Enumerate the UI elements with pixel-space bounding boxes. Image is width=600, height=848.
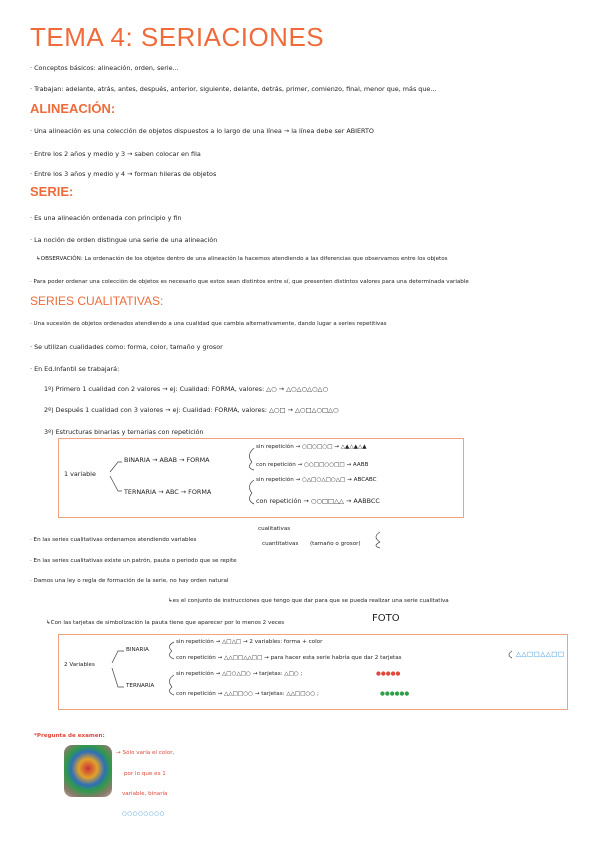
diagram-2-box <box>58 634 568 710</box>
after-line-3: · Damos una ley o regla de formación de la serie, no hay orden natural <box>30 578 229 584</box>
page-title: TEMA 4: SERIACIONES <box>30 22 325 52</box>
cualitativas-step-3: 3º) Estructuras binarias y ternarias con repetición <box>44 428 204 436</box>
foto-label: FOTO <box>372 613 400 624</box>
intro-line-1: · Conceptos básicos: alineación, orden, serie... <box>30 64 179 72</box>
diagram-2-leaf-4: con repetición → △△□□○○ → tarjetas: △△□□○○ ; <box>176 691 319 697</box>
diagram-2-root: 2 Variables <box>64 662 95 668</box>
after-line-5: ↳Con las tarjetas de simbolización la pauta tiene que aparecer por lo menos 2 veces <box>46 620 285 626</box>
exam-heading: *Pregunta de examen: <box>34 733 105 739</box>
photo-jar-image <box>64 745 112 797</box>
serie-heading: SERIE: <box>30 184 74 199</box>
exam-line-3: variable, binaria <box>122 791 168 797</box>
after-line-2: · En las series cualitativas existe un patrón, pauta o periodo que se repite <box>30 558 237 564</box>
intro-line-2: · Trabajan: adelante, atrás, antes, después, anterior, siguiente, delante, detrás, primer, comienzo, final, menor que, más que... <box>30 85 437 93</box>
diagram-2-ternaria: TERNARIA <box>126 683 155 689</box>
diagram-1-leaf-1: sin repetición → ○□○□○□ → △▲△▲△▲ <box>256 444 367 450</box>
serie-item-2: · La noción de orden distingue una serie de una alineación <box>30 236 218 244</box>
diagram-2-leaf-1: sin repetición → △□△□ → 2 variables: forma + color <box>176 639 323 645</box>
cualitativas-step-2: 2º) Después 1 cualidad con 3 valores → ej: Cualidad: FORMA, valores: △○□ → △○□△○□△○ <box>44 406 339 414</box>
diagram-2-leaf-3: sin repetición → △□○△□○ → tarjetas: △□○ ; <box>176 671 303 677</box>
cualitativas-heading: SERIES CUALITATIVAS: <box>30 294 164 308</box>
alineacion-item-3: · Entre los 3 años y medio y 4 → forman hileras de objetos <box>30 170 217 178</box>
exam-line-2: por lo que es 1 <box>124 771 166 777</box>
diagram-1-leaf-3: sin repetición → ○△□○△□○△□ → ABCABC <box>256 477 377 483</box>
cualitativas-step-1: 1º) Primero 1 cualidad con 2 valores → ej: Cualidad: FORMA, valores: △○ → △○△○△○△○ <box>44 385 329 393</box>
cuantitativas-label: cuantitativas <box>262 541 299 547</box>
after-line-4: ↳es el conjunto de instrucciones que tengo que dar para que se pueda realizar una serie cualitativa <box>168 598 449 604</box>
diagram-1-leaf-2: con repetición → ○○□□○○□□ → AABB <box>256 462 369 468</box>
alineacion-item-2: · Entre los 2 años y medio y 3 → saben colocar en fila <box>30 150 201 158</box>
alineacion-item-1: · Una alineación es una colección de objetos dispuestos a lo largo de una línea → la línea debe ser ABIERTO <box>30 127 374 135</box>
diagram-2-dots-2: ●●●●●● <box>380 691 410 697</box>
cualitativas-item-2: · Se utilizan cualidades como: forma, color, tamaño y grosor <box>30 343 223 351</box>
cualitativas-item-3: · En Ed.Infantil se trabajará: <box>30 365 120 373</box>
alineacion-heading: ALINEACIÓN: <box>30 101 116 116</box>
diagram-1-leaf-4: con repetición → ○○□□△△ → AABBCC <box>256 497 380 505</box>
diagram-1-ternaria: TERNARIA → ABC → FORMA <box>124 488 212 496</box>
diagram-1-root: 1 variable <box>64 470 96 478</box>
diagram-2-dots-1: ●●●●● <box>376 671 401 677</box>
exam-rings: ○○○○○○○○ <box>122 811 166 817</box>
cualitativas-label: cualitativas <box>258 526 291 532</box>
diagram-1-binaria: BINARIA → ABAB → FORMA <box>124 456 210 464</box>
diagram-2-leaf-2: con repetición → △△□□△△□□ → para hacer esta serie habría que dar 2 tarjetas <box>176 655 402 661</box>
after-line-1: · En las series cualitativas ordenamos atendiendo variables <box>30 537 197 543</box>
serie-item-1: · Es una alineación ordenada con principio y fin <box>30 214 182 222</box>
serie-observacion: ↳OBSERVACIÓN: La ordenación de los objetos dentro de una alineación la hacemos atendiendo a las diferencias que observamos entre los objetos <box>36 256 448 262</box>
diagram-2-binaria: BINARIA <box>126 647 149 653</box>
cualitativas-item-1: · Una sucesión de objetos ordenados atendiendo a una cualidad que cambia alternativamente, dando lugar a series repetitivas <box>30 321 387 327</box>
exam-line-1: → Sólo varía el color, <box>116 750 175 756</box>
cuantitativas-note: (tamaño o grosor) <box>310 541 361 547</box>
serie-item-3: · Para poder ordenar una colección de objetos es necesario que estos sean distintos entre sí, que presenten distintos valores para una determinada variable <box>30 279 469 285</box>
diagram-2-right-shapes: △△□□△△□□ <box>516 650 565 658</box>
